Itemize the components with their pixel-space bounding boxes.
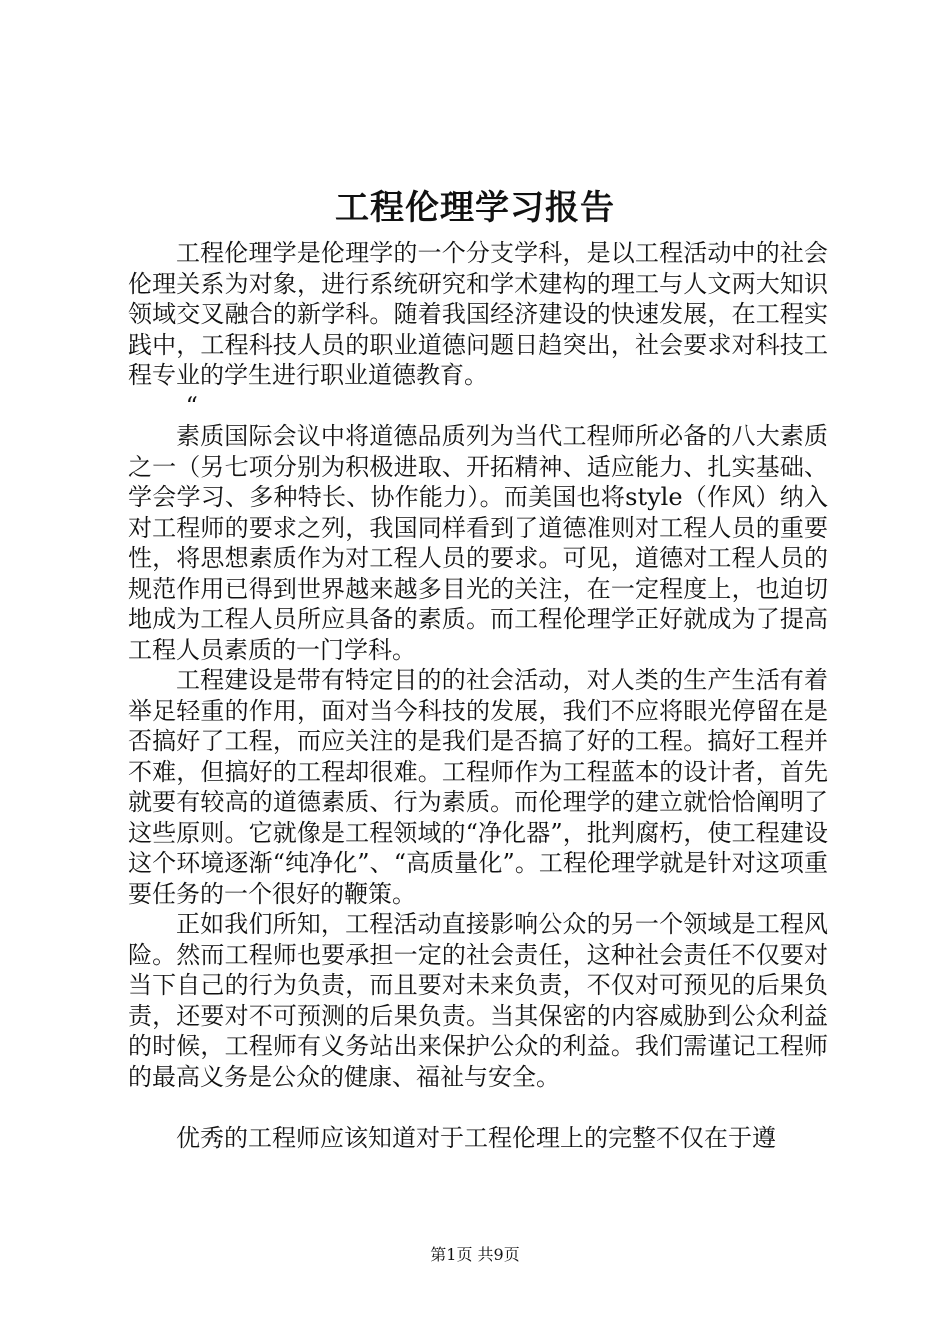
paragraph-intro: 工程伦理学是伦理学的一个分支学科，是以工程活动中的社会伦理关系为对象，进行系统研究和学术建构的理工与人文两大知识领域交叉融合的新学科。随着我国经济建设的快速发展，在工程实践中，工程科技人员的职业道德问题日趋突出，社会要求对科技工程专业的学生进行职业道德教育。 [128,239,828,389]
document-body [128,238,828,1153]
paragraph-qualities: 素质国际会议中将道德品质列为当代工程师所必备的八大素质之一（另七项分别为积极进取、开拓精神、适应能力、扎实基础、学会学习、多种特长、协作能力）。而美国也将style（作风）纳入对工程师的要求之列，我国同样看到了道德准则对工程人员的重要性，将思想素质作为对工程人员的要求。可见，道德对工程人员的规范作用已得到世界越来越多目光的关注，在一定程度上，也迫切地成为工程人员所应具备的素质。而工程伦理学正好就成为了提高工程人员素质的一门学科。 [128,422,828,664]
page-footer: 第1页 共9页 [430,1245,520,1264]
quote-mark: “ [185,391,198,420]
paragraph-construction: 工程建设是带有特定目的的社会活动，对人类的生产生活有着举足轻重的作用，面对当今科技的发展，我们不应将眼光停留在是否搞好了工程，而应关注的是我们是否搞了好的工程。搞好工程并不难，但搞好的工程却很难。工程师作为工程蓝本的设计者，首先就要有较高的道德素质、行为素质。而伦理学的建立就恰恰阐明了这些原则。它就像是工程领域的“净化器”，批判腐朽，使工程建设这个环境逐渐“纯净化”、“高质量化”。工程伦理学就是针对这项重要任务的一个很好的鞭策。 [128,666,828,908]
paragraph-risk: 正如我们所知，工程活动直接影响公众的另一个领域是工程风险。然而工程师也要承担一定的社会责任，这种社会责任不仅要对当下自己的行为负责，而且要对未来负责，不仅对可预见的后果负责，还要对不可预测的后果负责。当其保密的内容威胁到公众利益的时候，工程师有义务站出来保护公众的利益。我们需谨记工程师的最高义务是公众的健康、福祉与安全。 [128,910,828,1091]
paragraph-excellent-engineer: 优秀的工程师应该知道对于工程伦理上的完整不仅在于遵 [176,1123,776,1152]
document-title: 工程伦理学习报告 [335,188,615,228]
paragraph-spacer [128,1092,828,1123]
